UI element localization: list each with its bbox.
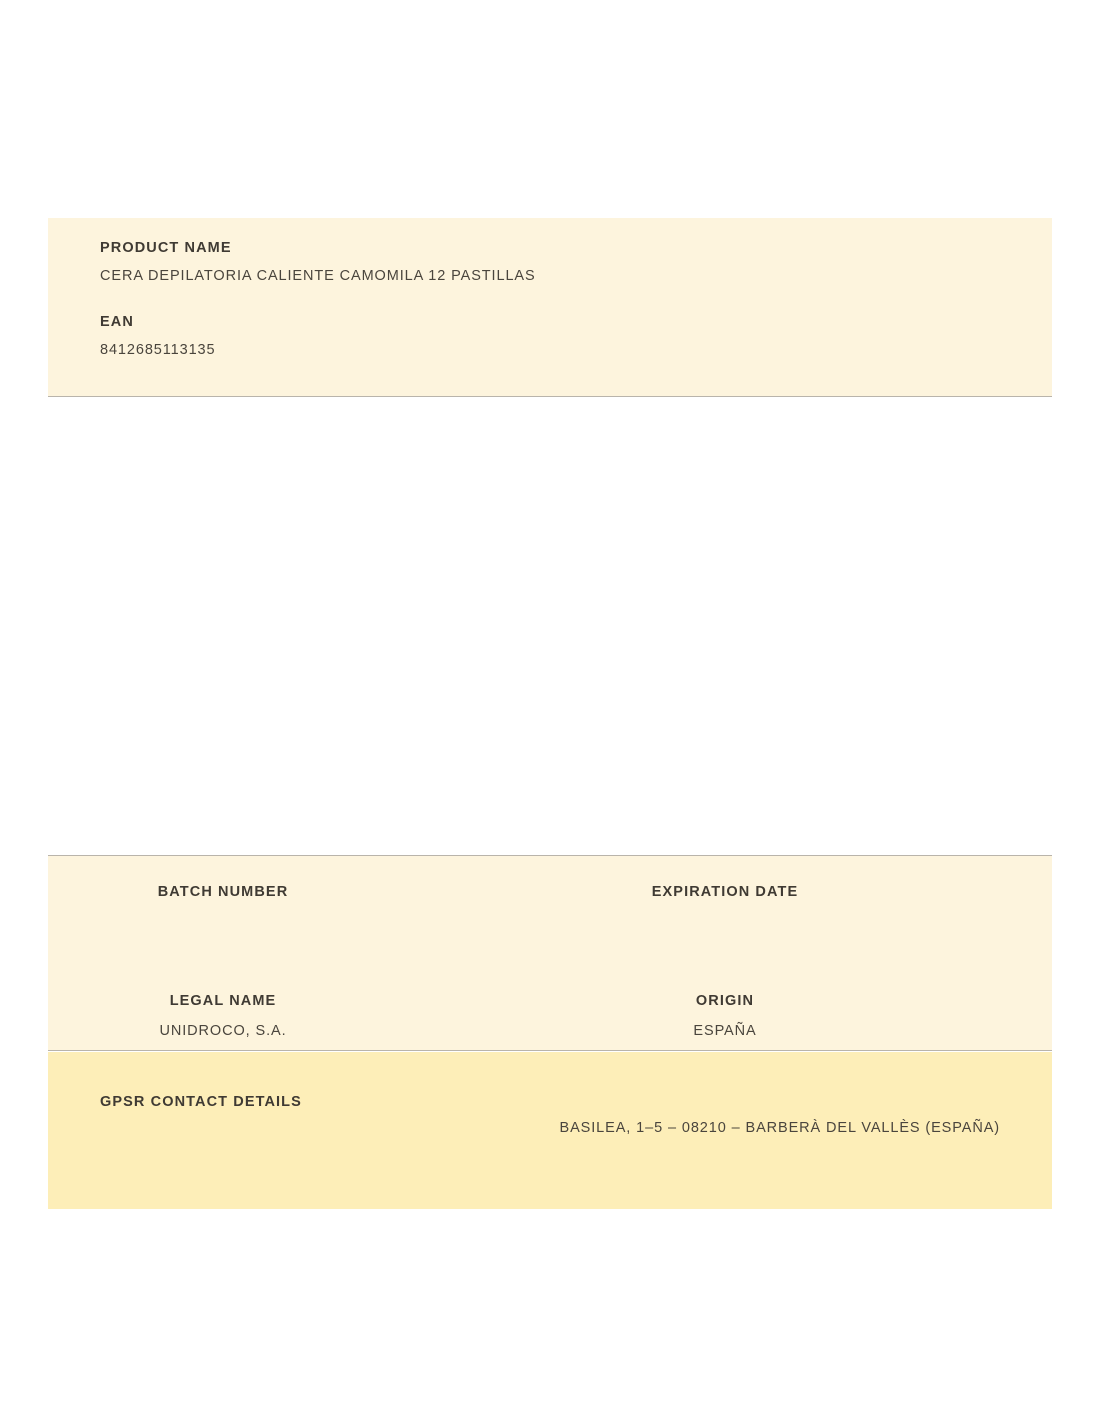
product-details-panel	[48, 855, 1052, 1051]
field-spacer	[100, 284, 1052, 314]
origin-cell	[550, 993, 1052, 1040]
product-info-inner	[48, 218, 1052, 358]
origin-label: ORIGIN	[695, 993, 755, 1009]
batch-number-value	[48, 914, 398, 931]
details-row-legal-origin	[48, 931, 1052, 1040]
product-info-panel	[48, 218, 1052, 397]
gpsr-contact-label: GPSR CONTACT DETAILS	[100, 1094, 302, 1110]
expiration-date-cell	[550, 884, 1052, 931]
gpsr-contact-address: BASILEA, 1–5 – 08210 – BARBERÀ DEL VALLÈS (ESPAÑA)	[559, 1120, 1000, 1136]
product-name-value: CERA DEPILATORIA CALIENTE CAMOMILA 12 PASTILLAS	[100, 268, 536, 284]
product-name-label: PRODUCT NAME	[100, 240, 232, 256]
ean-label: EAN	[100, 314, 134, 330]
details-row-batch-expiration	[48, 856, 1052, 931]
origin-value: ESPAÑA	[693, 1023, 757, 1039]
batch-number-cell	[48, 884, 550, 931]
gpsr-contact-panel	[48, 1052, 1052, 1209]
legal-name-label: LEGAL NAME	[169, 993, 277, 1009]
ean-value: 8412685113135	[100, 342, 216, 358]
expiration-date-label: EXPIRATION DATE	[651, 884, 799, 900]
legal-name-value: UNIDROCO, S.A.	[159, 1023, 287, 1039]
legal-name-cell	[48, 993, 550, 1040]
batch-number-label: BATCH NUMBER	[157, 884, 289, 900]
expiration-date-value	[550, 914, 900, 931]
